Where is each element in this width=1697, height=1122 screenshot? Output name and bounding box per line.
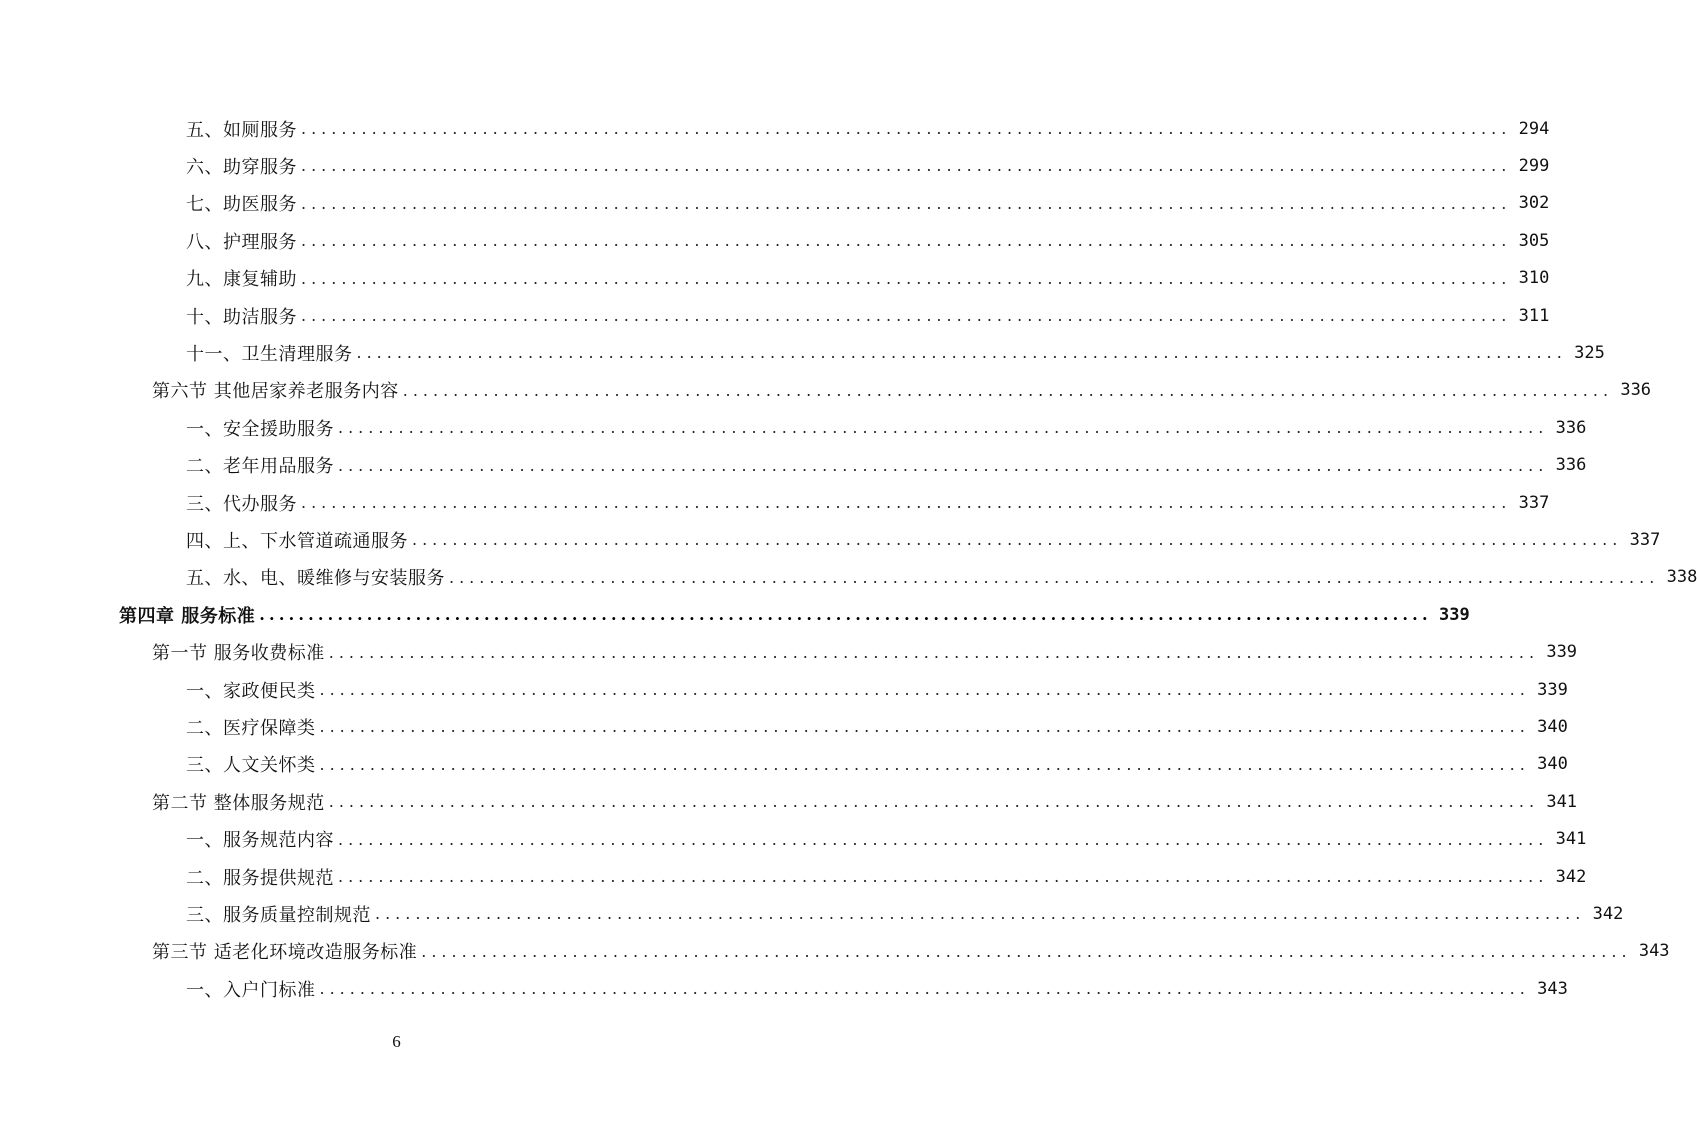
- toc-entry[interactable]: [0, 484, 1550, 521]
- toc-entry-page-number: 336: [1555, 417, 1587, 438]
- toc-entry-title: 二、服务提供规范: [186, 867, 334, 889]
- toc-entry-title: 二、医疗保障类: [186, 717, 316, 739]
- dot-leader: ........................................................................................................................: [421, 941, 1632, 961]
- toc-entry-title: 第三节 适老化环境改造服务标准: [152, 942, 418, 964]
- toc-entry-line: [186, 409, 1587, 446]
- toc-entry-page-number: 336: [1620, 380, 1652, 401]
- toc-entry-page-number: 340: [1537, 754, 1568, 775]
- dot-leader: ........................................................................................................................: [319, 680, 1530, 699]
- toc-entry-line: [186, 334, 1605, 371]
- toc-entry-page-number: 343: [1638, 941, 1670, 962]
- toc-entry-line: [186, 521, 1661, 558]
- toc-entry[interactable]: [0, 110, 1550, 147]
- toc-entry-page-number: 302: [1518, 193, 1550, 214]
- toc-entry[interactable]: [0, 596, 1470, 633]
- dot-leader: ........................................................................................................................: [301, 119, 1512, 138]
- toc-entry[interactable]: [0, 260, 1550, 297]
- toc-entry[interactable]: [0, 708, 1568, 745]
- toc-entry-title: 二、老年用品服务: [186, 456, 334, 478]
- toc-entry-title: 一、家政便民类: [186, 680, 316, 702]
- toc-entry[interactable]: [0, 334, 1605, 371]
- toc-entry-line: [152, 372, 1652, 409]
- toc-entry-line: [186, 858, 1587, 895]
- dot-leader: ........................................................................................................................: [402, 380, 1614, 400]
- toc-entry-line: [186, 260, 1550, 297]
- toc-entry[interactable]: [0, 521, 1661, 558]
- dot-leader: ........................................................................................................................: [449, 567, 1660, 587]
- toc-entry[interactable]: [0, 222, 1550, 259]
- toc-entry-title: 六、助穿服务: [186, 156, 297, 178]
- toc-entry-page-number: 337: [1518, 492, 1550, 513]
- toc-entry-page-number: 340: [1537, 716, 1568, 737]
- toc-entry-line: [186, 821, 1587, 858]
- dot-leader: ........................................................................................................................: [301, 306, 1512, 325]
- toc-entry-line: [186, 297, 1550, 334]
- dot-leader: ........................................................................................................................: [319, 979, 1530, 999]
- toc-entry-page-number: 311: [1518, 305, 1550, 326]
- toc-entry[interactable]: [0, 372, 1652, 409]
- toc-entry-page-number: 342: [1555, 866, 1587, 887]
- dot-leader: ........................................................................................................................: [356, 343, 1567, 363]
- dot-leader: ........................................................................................................................: [338, 455, 1549, 475]
- dot-leader: ........................................................................................................................: [301, 493, 1512, 512]
- toc-entry-line: [186, 185, 1550, 222]
- dot-leader: ........................................................................................................................: [412, 530, 1623, 550]
- toc-entry-title: 七、助医服务: [186, 194, 297, 216]
- toc-entry-line: [186, 222, 1550, 259]
- toc-entry[interactable]: [0, 409, 1587, 446]
- toc-entry-line: [186, 110, 1550, 147]
- toc-entry-page-number: 341: [1546, 791, 1578, 812]
- dot-leader: ........................................................................................................................: [338, 418, 1549, 438]
- toc-entry-line: [186, 147, 1550, 184]
- dot-leader: ........................................................................................................................: [338, 867, 1549, 886]
- toc-entry-line: [186, 559, 1697, 596]
- toc-entry-line: [186, 970, 1568, 1007]
- toc-entry-title: 一、安全援助服务: [186, 418, 334, 440]
- toc-entry-title: 一、入户门标准: [186, 979, 316, 1001]
- toc-entry-title: 三、服务质量控制规范: [186, 904, 371, 926]
- toc-entry-page-number: 310: [1518, 268, 1550, 289]
- toc-entry-page-number: 339: [1537, 679, 1568, 700]
- toc-entry-line: [152, 933, 1670, 970]
- dot-leader: ........................................................................................................................: [301, 268, 1512, 288]
- toc-entry-page-number: 325: [1574, 342, 1605, 363]
- toc-entry-page-number: 343: [1537, 978, 1568, 999]
- toc-entry-title: 一、服务规范内容: [186, 830, 334, 852]
- dot-leader: ........................................................................................................................: [338, 829, 1549, 849]
- toc-entry-title: 三、人文关怀类: [186, 755, 316, 777]
- toc-entry-page-number: 339: [1546, 642, 1578, 663]
- toc-entry[interactable]: [0, 895, 1624, 932]
- toc-entry[interactable]: [0, 559, 1697, 596]
- toc-entry-line: [186, 746, 1568, 783]
- toc-entry-line: [186, 671, 1568, 708]
- toc-entry[interactable]: [0, 147, 1550, 184]
- toc-entry-line: [119, 596, 1470, 633]
- toc-entry[interactable]: [0, 821, 1587, 858]
- toc-entry-title: 十、助洁服务: [186, 306, 297, 328]
- toc-entry-title: 第二节 整体服务规范: [152, 792, 325, 814]
- toc-entry-page-number: 337: [1629, 529, 1661, 550]
- toc-entry-title: 十一、卫生清理服务: [186, 343, 353, 365]
- toc-entry-line: [186, 484, 1550, 521]
- dot-leader: ........................................................................................................................: [328, 792, 1540, 812]
- toc-entry-title: 第四章 服务标准: [119, 605, 256, 627]
- toc-entry[interactable]: [0, 297, 1550, 334]
- toc-entry-title: 九、康复辅助: [186, 269, 297, 291]
- toc-entry-page-number: 336: [1555, 455, 1587, 476]
- toc-entry-line: [152, 783, 1578, 820]
- toc-entry-page-number: 294: [1518, 118, 1550, 139]
- dot-leader: ........................................................................................................................: [375, 904, 1586, 924]
- toc-entry[interactable]: [0, 858, 1587, 895]
- toc-entry-title: 五、水、电、暖维修与安装服务: [186, 568, 445, 590]
- toc-entry-page-number: 341: [1555, 829, 1587, 850]
- toc-entry-title: 第一节 服务收费标准: [152, 643, 325, 665]
- page-number: 6: [392, 1032, 401, 1051]
- toc-entry-line: [186, 708, 1568, 745]
- toc-entry-page-number: 338: [1666, 567, 1697, 588]
- toc-entry-line: [186, 447, 1587, 484]
- toc-entry-page-number: 299: [1518, 155, 1550, 176]
- dot-leader: ........................................................................................................................: [328, 642, 1540, 662]
- dot-leader: ........................................................................................................................: [301, 231, 1512, 251]
- toc-entry[interactable]: [0, 634, 1578, 671]
- toc-entry-line: [186, 895, 1624, 932]
- toc-entry[interactable]: [0, 671, 1568, 708]
- toc-entry[interactable]: [0, 783, 1578, 820]
- toc-entry-title: 第六节 其他居家养老服务内容: [152, 381, 399, 403]
- toc-entry-title: 四、上、下水管道疏通服务: [186, 530, 408, 552]
- toc-entry-line: [152, 634, 1578, 671]
- toc-entry[interactable]: [0, 447, 1587, 484]
- toc-entry[interactable]: [0, 933, 1670, 970]
- toc-entry-title: 五、如厕服务: [186, 119, 297, 141]
- toc-entry-page-number: 342: [1592, 903, 1624, 924]
- toc-entry-page-number: 305: [1518, 230, 1550, 251]
- toc-entry[interactable]: [0, 746, 1568, 783]
- dot-leader: ........................................................................................................................: [259, 605, 1432, 625]
- dot-leader: ........................................................................................................................: [301, 156, 1512, 176]
- toc-entry-title: 八、护理服务: [186, 231, 297, 253]
- dot-leader: ........................................................................................................................: [301, 193, 1512, 213]
- dot-leader: ........................................................................................................................: [319, 754, 1530, 774]
- toc-entry[interactable]: [0, 185, 1550, 222]
- dot-leader: ........................................................................................................................: [319, 717, 1530, 737]
- toc-entry-title: 三、代办服务: [186, 493, 297, 515]
- toc-entry[interactable]: [0, 970, 1568, 1007]
- toc-entry-page-number: 339: [1439, 604, 1470, 625]
